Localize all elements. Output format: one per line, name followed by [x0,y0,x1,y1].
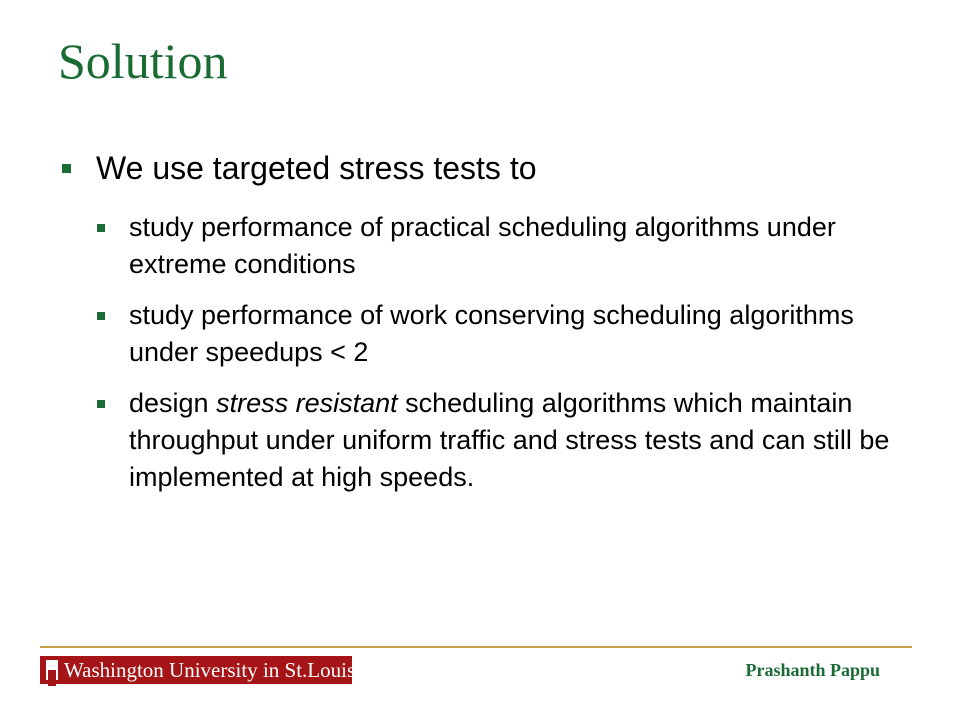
sub-bullet-text: study performance of practical scheduling algorithms under extreme conditions [129,212,836,279]
sub-bullet-item [129,209,909,283]
bullet-item-primary [96,148,537,188]
logo-text: Washington University in St.Louis [64,658,356,682]
square-bullet-icon [62,164,71,173]
author-name: Prashanth Pappu [745,660,880,680]
sub-bullet-item [129,297,909,371]
square-bullet-icon [97,312,105,320]
sub-bullet-text [129,385,909,496]
university-seal-icon [46,660,58,680]
footer-divider [40,646,912,648]
sub-bullet-text-start: design [129,388,217,418]
square-bullet-icon [97,224,105,232]
university-logo [40,656,356,684]
sub-bullet-item [129,385,909,496]
square-bullet-icon [97,400,105,408]
emphasized-text: stress resistant [216,388,398,418]
sub-bullet-text: study performance of work conserving scheduling algorithms under speedups < 2 [129,300,854,367]
sub-bullet-text-end: scheduling algorithms which maintain throughput under uniform traffic and stress tests and can still be implemented at high speeds. [129,388,890,492]
slide-title: Solution [58,33,228,89]
bullet-text: We use targeted stress tests to [96,150,537,186]
